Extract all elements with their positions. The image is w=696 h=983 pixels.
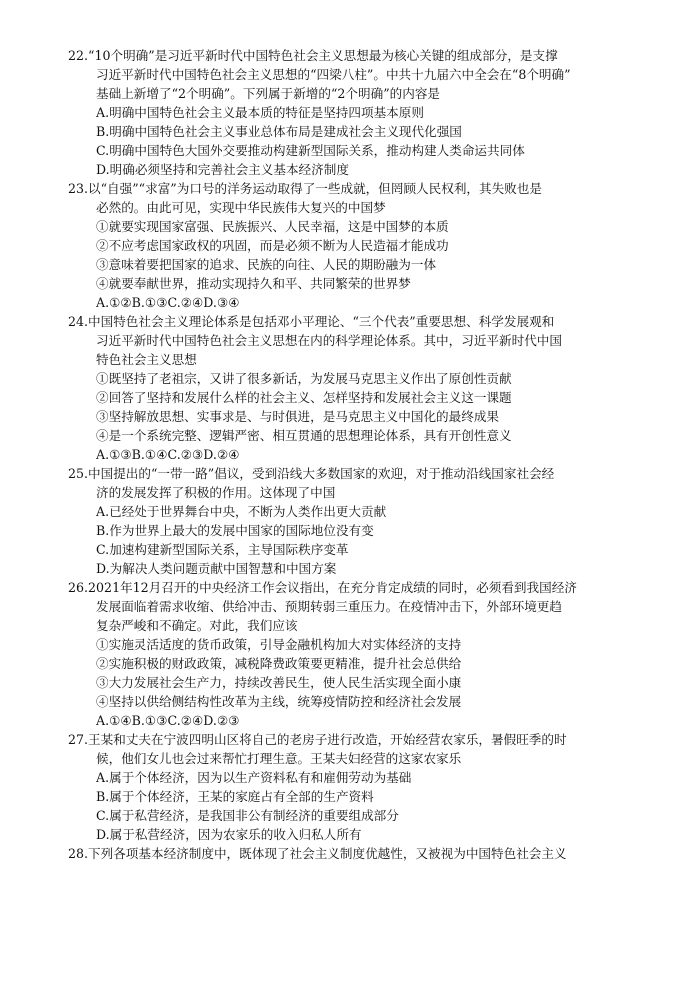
statement-3: ③意味着要把国家的追求、民族的向往、人民的期盼融为一体	[96, 257, 437, 272]
answer-option-b: B.明确中国特色社会主义事业总体布局是建成社会主义现代化强国	[96, 124, 462, 139]
answer-choices: A.①②B.①③C.②④D.③④	[96, 295, 240, 310]
answer-option-b: B.作为世界上最大的发展中国家的国际地位没有变	[96, 523, 374, 538]
statement-4: ④坚持以供给侧结构性改革为主线，统筹疫情防控和经济社会发展	[96, 694, 462, 709]
answer-option-a: A.属于个体经济，因为以生产资料私有和雇佣劳动为基础	[96, 770, 412, 785]
answer-option-d: D.为解决人类问题贡献中国智慧和中国方案	[96, 561, 337, 576]
question-stem-line: 27.王某和丈夫在宁波四明山区将自己的老房子进行改造，开始经营农家乐，暑假旺季的时	[68, 732, 567, 747]
statement-2: ②回答了坚持和发展什么样的社会主义、怎样坚持和发展社会主义这一课题	[96, 390, 512, 405]
question-stem-line: 23.以“自强”“求富”为口号的洋务运动取得了一些成就，但罔顾人民权利，其失败也是	[68, 181, 542, 196]
answer-choices: A.①③B.①④C.②③D.②④	[96, 447, 240, 462]
answer-option-c: C.属于私营经济，是我国非公有制经济的重要组成部分	[96, 808, 399, 823]
question-27	[68, 730, 628, 844]
answer-option-a: A.明确中国特色社会主义最本质的特征是坚持四项基本原则	[96, 105, 424, 120]
statement-4: ④是一个系统完整、逻辑严密、相互贯通的思想理论体系，具有开创性意义	[96, 428, 512, 443]
question-list	[68, 46, 628, 863]
question-stem-line: 发展面临着需求收缩、供给冲击、预期转弱三重压力。在疫情冲击下，外部环境更趋	[96, 599, 562, 614]
answer-choices: A.①④B.①③C.②④D.②③	[96, 713, 240, 728]
question-stem-line: 24.中国特色社会主义理论体系是包括邓小平理论、“三个代表”重要思想、科学发展观和	[68, 314, 555, 329]
answer-option-c: C.加速构建新型国际关系，主导国际秩序变革	[96, 542, 349, 557]
question-stem-line: 22.“10个明确”是习近平新时代中国特色社会主义思想最为核心关键的组成部分，是支撑	[68, 48, 558, 63]
statement-1: ①就要实现国家富强、民族振兴、人民幸福，这是中国梦的本质	[96, 219, 449, 234]
question-stem-line: 基础上新增了“2个明确”。下列属于新增的“2个明确”的内容是	[96, 86, 441, 101]
question-stem-line: 济的发展发挥了积极的作用。这体现了中国	[96, 485, 336, 500]
answer-option-d: D.属于私营经济，因为农家乐的收入归私人所有	[96, 827, 362, 842]
answer-option-d: D.明确必须坚持和完善社会主义基本经济制度	[96, 162, 349, 177]
statement-2: ②不应考虑国家政权的巩固，而是必须不断为人民造福才能成功	[96, 238, 449, 253]
question-stem-line: 26.2021年12月召开的中央经济工作会议指出，在充分肯定成绩的同时，必须看到我国经济	[68, 580, 577, 595]
question-stem-line: 25.中国提出的“一带一路”倡议，受到沿线大多数国家的欢迎，对于推动沿线国家社会经	[68, 466, 555, 481]
statement-2: ②实施积极的财政政策，减税降费政策要更精准，提升社会总供给	[96, 656, 462, 671]
question-stem-line: 习近平新时代中国特色社会主义思想的“四梁八柱”。中共十九届六中全会在“8个明确”	[96, 67, 571, 82]
question-stem-line: 习近平新时代中国特色社会主义思想在内的科学理论体系。其中，习近平新时代中国	[96, 333, 562, 348]
question-stem-line: 候，他们女儿也会过来帮忙打理生意。王某夫妇经营的这家农家乐	[96, 751, 462, 766]
answer-option-c: C.明确中国特色大国外交要推动构建新型国际关系，推动构建人类命运共同体	[96, 143, 525, 158]
statement-3: ③坚持解放思想、实事求是、与时俱进，是马克思主义中国化的最终成果	[96, 409, 499, 424]
question-24	[68, 312, 628, 464]
question-23	[68, 179, 628, 312]
question-stem-line: 必然的。由此可见，实现中华民族伟大复兴的中国梦	[96, 200, 386, 215]
statement-3: ③大力发展社会生产力，持续改善民生，使人民生活实现全面小康	[96, 675, 462, 690]
answer-option-a: A.已经处于世界舞台中央，不断为人类作出更大贡献	[96, 504, 387, 519]
statement-1: ①既坚持了老祖宗，又讲了很多新话，为发展马克思主义作出了原创性贡献	[96, 371, 512, 386]
question-25	[68, 464, 628, 578]
question-stem-line: 特色社会主义思想	[96, 352, 197, 367]
statement-1: ①实施灵活适度的货币政策，引导金融机构加大对实体经济的支持	[96, 637, 462, 652]
question-stem-line: 28.下列各项基本经济制度中，既体现了社会主义制度优越性，又被视为中国特色社会主义	[68, 846, 567, 861]
question-28	[68, 844, 628, 863]
question-stem-line: 复杂严峻和不确定。对此，我们应该	[96, 618, 298, 633]
question-26	[68, 578, 628, 730]
question-22	[68, 46, 628, 179]
statement-4: ④就要奉献世界，推动实现持久和平、共同繁荣的世界梦	[96, 276, 411, 291]
answer-option-b: B.属于个体经济，王某的家庭占有全部的生产资料	[96, 789, 374, 804]
